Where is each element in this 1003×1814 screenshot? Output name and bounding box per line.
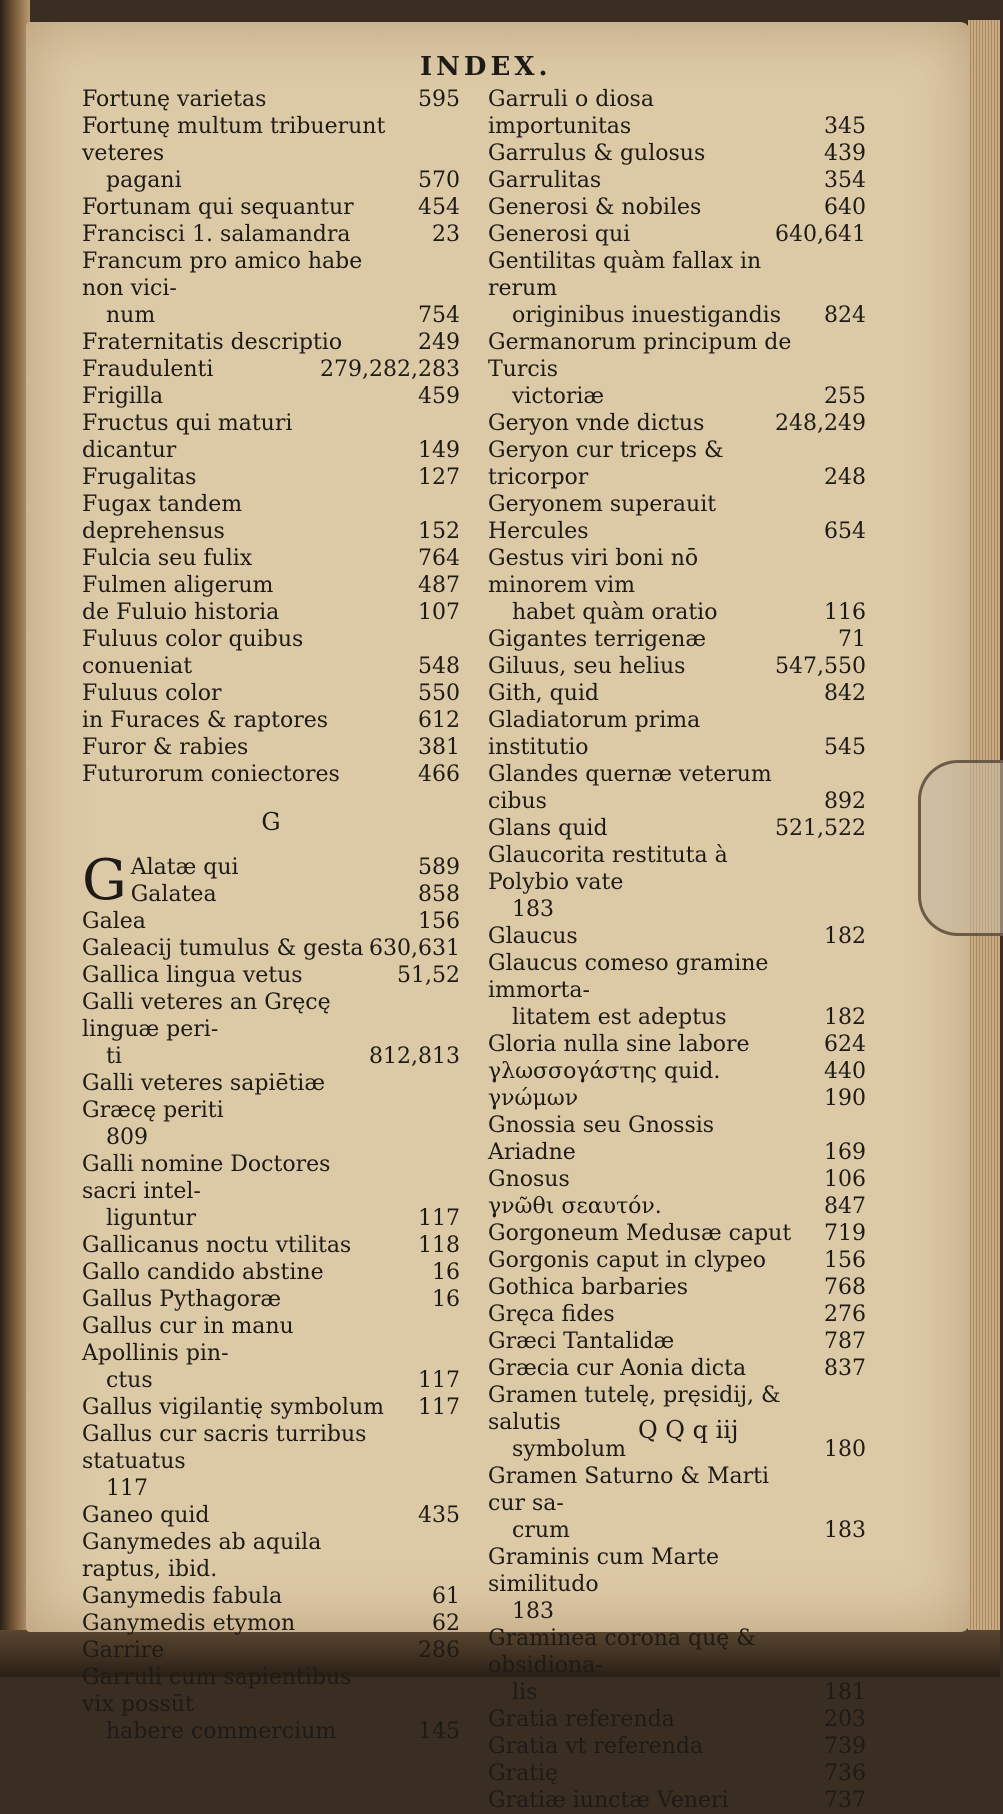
entry-term: Garrire — [82, 1638, 165, 1663]
index-entry — [488, 1166, 866, 1193]
entry-term: Ganeo quid — [82, 1503, 210, 1528]
index-entry — [82, 761, 460, 788]
index-entry — [82, 329, 460, 356]
entry-term: Glaucus comeso gramine immorta- — [488, 951, 769, 1003]
entry-continuation: ctus — [106, 1368, 153, 1393]
index-entry — [488, 950, 866, 1031]
section-letter: G — [261, 808, 281, 836]
entry-term: Ganymedes ab aquila raptus, ibid. — [82, 1530, 322, 1582]
index-entry — [488, 1706, 866, 1733]
entry-page-ref: 754 — [418, 303, 460, 328]
entry-page-ref: 145 — [418, 1719, 460, 1744]
entry-page-ref: 23 — [432, 222, 460, 247]
entry-page-ref: 764 — [418, 546, 460, 571]
index-entry — [488, 1085, 866, 1112]
entry-page-ref: 276 — [824, 1302, 866, 1327]
entry-page-ref: 107 — [418, 600, 460, 625]
entry-term: Generosi & nobiles — [488, 195, 702, 220]
entry-term: Geryon vnde dictus — [488, 411, 705, 436]
entry-page-ref: 127 — [418, 465, 460, 490]
index-entry — [82, 599, 460, 626]
entry-term: Gladiatorum prima institutio — [488, 708, 701, 760]
index-entry — [82, 1637, 460, 1664]
entry-page-ref: 345 — [824, 114, 866, 139]
entry-page-ref: 454 — [418, 195, 460, 220]
entry-term: Gallus Pythagoræ — [82, 1287, 282, 1312]
left-entries-g — [82, 848, 460, 1745]
entry-page-ref: 116 — [824, 600, 866, 625]
index-entry — [82, 962, 460, 989]
entry-term: Ganymedis etymon — [82, 1611, 296, 1636]
index-entry — [82, 1151, 460, 1232]
entry-page-ref: 286 — [418, 1638, 460, 1663]
index-entry — [82, 1529, 460, 1583]
entry-page-ref: 612 — [418, 708, 460, 733]
entry-page-ref: 156 — [418, 909, 460, 934]
index-entry — [488, 1625, 866, 1706]
entry-page-ref: 354 — [824, 168, 866, 193]
entry-term: Gnosus — [488, 1167, 570, 1192]
entry-term: Giluus, seu helius — [488, 654, 686, 679]
index-entry — [488, 1328, 866, 1355]
entry-page-ref: 279,282,283 — [320, 357, 460, 382]
entry-page-ref: 545 — [824, 735, 866, 760]
entry-page-ref: 51,52 — [397, 963, 460, 988]
index-entry — [488, 1733, 866, 1760]
entry-page-ref: 117 — [418, 1395, 460, 1420]
entry-term: Gratia referenda — [488, 1707, 675, 1732]
index-entry — [82, 680, 460, 707]
entry-page-ref: 654 — [824, 519, 866, 544]
entry-term: Gramen Saturno & Marti cur sa- — [488, 1464, 769, 1516]
entry-term: in Furaces & raptores — [82, 708, 329, 733]
entry-page-ref: 736 — [824, 1761, 866, 1786]
entry-term: Gestus viri boni nō minorem vim — [488, 546, 699, 598]
entry-continuation: num — [106, 303, 156, 328]
index-entry — [82, 626, 460, 680]
index-entry — [82, 464, 460, 491]
index-entry — [488, 626, 866, 653]
entry-term: Græcia cur Aonia dicta — [488, 1356, 747, 1381]
entry-term: Gratia vt referenda — [488, 1734, 704, 1759]
entry-continuation: crum — [512, 1518, 570, 1543]
entry-page-ref: 156 — [824, 1248, 866, 1273]
entry-term: Gratiæ iunctæ Veneri — [488, 1788, 729, 1813]
entry-term: de Fuluio historia — [82, 600, 280, 625]
entry-term: Græci Tantalidæ — [488, 1329, 675, 1354]
entry-term: Fuluus color — [82, 681, 222, 706]
entry-term: Gallus cur sacris turribus statuatus — [82, 1422, 367, 1474]
entry-term: Fulcia seu fulix — [82, 546, 253, 571]
index-entry — [82, 1610, 460, 1637]
entry-term: Galea — [82, 909, 146, 934]
entry-page-ref: 183 — [824, 1518, 866, 1543]
entry-term: Glans quid — [488, 816, 608, 841]
entry-page-ref: 589 — [418, 855, 460, 880]
entry-page-ref: 787 — [824, 1329, 866, 1354]
index-entry — [488, 86, 866, 140]
entry-page-ref: 737 — [824, 1788, 866, 1813]
entry-term: Germanorum principum de Turcis — [488, 330, 792, 382]
signature-mark: Q Q q iij — [638, 1416, 739, 1444]
entry-page-ref: 858 — [418, 882, 460, 907]
entry-page-ref: 106 — [824, 1167, 866, 1192]
entry-term: γνῶθι σεαυτόν. — [488, 1194, 662, 1219]
index-entry — [488, 815, 866, 842]
entry-continuation: liguntur — [106, 1206, 197, 1231]
entry-page-ref: 892 — [824, 789, 866, 814]
entry-term: Gothica barbaries — [488, 1275, 689, 1300]
entry-continuation: litatem est adeptus — [512, 1005, 727, 1030]
entry-continuation: originibus inuestigandis — [512, 303, 781, 328]
index-entry — [488, 545, 866, 626]
index-entry — [82, 1664, 460, 1745]
index-entry — [82, 194, 460, 221]
entry-page-ref: 248,249 — [775, 411, 866, 436]
entry-page-ref: 837 — [824, 1356, 866, 1381]
entry-term: Graminis cum Marte similitudo — [488, 1545, 719, 1597]
entry-term: Fuluus color quibus conueniat — [82, 627, 304, 679]
entry-term: Galli veteres sapiētiæ Græcę periti — [82, 1071, 326, 1123]
entry-page-ref: 466 — [418, 762, 460, 787]
entry-page-ref: 824 — [824, 303, 866, 328]
entry-continuation: 183 — [512, 897, 554, 922]
entry-term: Fulmen aligerum — [82, 573, 274, 598]
entry-page-ref: 595 — [418, 87, 460, 112]
entry-page-ref: 768 — [824, 1275, 866, 1300]
entry-term: Graminea corona quę & obsidiona- — [488, 1626, 756, 1678]
entry-page-ref: 440 — [824, 1059, 866, 1084]
entry-page-ref: 640 — [824, 195, 866, 220]
index-entry — [82, 1070, 460, 1151]
index-entry — [82, 989, 460, 1070]
entry-term: Generosi qui — [488, 222, 631, 247]
index-entry — [488, 680, 866, 707]
entry-term: Geryon cur triceps & tricorpor — [488, 438, 724, 490]
index-entry — [82, 1583, 460, 1610]
entry-page-ref: 182 — [824, 1005, 866, 1030]
entry-term: Gręca fides — [488, 1302, 615, 1327]
entry-continuation: lis — [512, 1680, 538, 1705]
entry-page-ref: 487 — [418, 573, 460, 598]
index-entry — [488, 1760, 866, 1787]
index-entry — [82, 383, 460, 410]
entry-term: Garrulitas — [488, 168, 602, 193]
entry-page-ref: 16 — [432, 1260, 460, 1285]
entry-term: Furor & rabies — [82, 735, 249, 760]
index-entry — [82, 221, 460, 248]
entry-page-ref: 180 — [824, 1437, 866, 1462]
entry-continuation: symbolum — [512, 1437, 626, 1462]
index-entry — [82, 572, 460, 599]
entry-term: Galli nomine Doctores sacri intel- — [82, 1152, 331, 1204]
index-entry — [82, 113, 460, 194]
index-entry — [488, 248, 866, 329]
entry-page-ref: 149 — [418, 438, 460, 463]
entry-term: Gith, quid — [488, 681, 599, 706]
entry-term: Galatea — [130, 882, 217, 907]
entry-term: Garrulus & gulosus — [488, 141, 706, 166]
entry-term: Galli veteres an Gręcę linguæ peri- — [82, 990, 331, 1042]
entry-term: Gallus vigilantię symbolum — [82, 1395, 384, 1420]
right-entries — [488, 86, 866, 1814]
index-entry — [82, 248, 460, 329]
entry-page-ref: 640,641 — [775, 222, 866, 247]
entry-page-ref: 459 — [418, 384, 460, 409]
entry-continuation: victoriæ — [512, 384, 605, 409]
index-entry — [488, 167, 866, 194]
entry-term: Fortunam qui sequantur — [82, 195, 354, 220]
entry-term: Frigilla — [82, 384, 164, 409]
index-entry — [82, 1394, 460, 1421]
index-entry — [488, 194, 866, 221]
drop-cap: G — [82, 848, 127, 913]
entry-term: Gorgoneum Medusæ caput — [488, 1221, 792, 1246]
index-entry — [488, 410, 866, 437]
entry-page-ref: 71 — [838, 627, 866, 652]
index-entry — [488, 1463, 866, 1544]
entry-term: Francum pro amico habe non vici- — [82, 249, 363, 301]
entry-term: Alatæ qui — [130, 855, 239, 880]
entry-term: Gramen tutelę, pręsidij, & salutis — [488, 1383, 781, 1435]
running-head: INDEX. — [420, 52, 552, 82]
entry-term: Fortunę multum tribuerunt veteres — [82, 114, 386, 166]
right-column — [488, 86, 866, 1814]
entry-term: Ganymedis fabula — [82, 1584, 283, 1609]
index-entry — [488, 923, 866, 950]
entry-page-ref: 62 — [432, 1611, 460, 1636]
entry-continuation: pagani — [106, 168, 182, 193]
entry-term: Gallica lingua vetus — [82, 963, 303, 988]
index-entry — [82, 707, 460, 734]
entry-term: γλωσσογάστης quid. — [488, 1059, 721, 1084]
index-entry — [488, 1355, 866, 1382]
entry-term: Fortunę varietas — [82, 87, 267, 112]
index-entry — [488, 1301, 866, 1328]
book-clasp — [918, 760, 1003, 936]
entry-term: Glaucus — [488, 924, 578, 949]
entry-continuation: habet quàm oratio — [512, 600, 718, 625]
entry-page-ref: 521,522 — [775, 816, 866, 841]
entry-page-ref: 255 — [824, 384, 866, 409]
entry-page-ref: 117 — [418, 1368, 460, 1393]
entry-page-ref: 169 — [824, 1140, 866, 1165]
index-entry — [82, 86, 460, 113]
entry-term: Gorgonis caput in clypeo — [488, 1248, 767, 1273]
entry-continuation: 117 — [106, 1476, 148, 1501]
entry-page-ref: 435 — [418, 1503, 460, 1528]
entry-term: γνώμων — [488, 1086, 579, 1111]
entry-page-ref: 181 — [824, 1680, 866, 1705]
index-entry — [488, 1787, 866, 1814]
index-entry — [488, 437, 866, 491]
index-entry — [488, 842, 866, 923]
index-entry — [82, 545, 460, 572]
index-entry — [488, 140, 866, 167]
entry-term: Glandes quernæ veterum cibus — [488, 762, 772, 814]
entry-page-ref: 203 — [824, 1707, 866, 1732]
index-entry — [82, 881, 460, 908]
entry-page-ref: 739 — [824, 1734, 866, 1759]
index-entry — [488, 1247, 866, 1274]
index-entry — [82, 410, 460, 464]
index-entry — [488, 1193, 866, 1220]
entry-term: Gnossia seu Gnossis Ariadne — [488, 1113, 715, 1165]
entry-page-ref: 16 — [432, 1287, 460, 1312]
entry-term: Geryonem superauit Hercules — [488, 492, 717, 544]
entry-term: Gloria nulla sine labore — [488, 1032, 750, 1057]
entry-page-ref: 152 — [418, 519, 460, 544]
entry-page-ref: 842 — [824, 681, 866, 706]
entry-page-ref: 249 — [418, 330, 460, 355]
entry-page-ref: 117 — [418, 1206, 460, 1231]
entry-continuation: 183 — [512, 1599, 554, 1624]
entry-continuation: habere commercium — [106, 1719, 337, 1744]
entry-page-ref: 182 — [824, 924, 866, 949]
entry-page-ref: 381 — [418, 735, 460, 760]
index-entry — [82, 356, 460, 383]
entry-page-ref: 248 — [824, 465, 866, 490]
entry-page-ref: 61 — [432, 1584, 460, 1609]
entry-term: Frugalitas — [82, 465, 197, 490]
index-entry — [488, 329, 866, 410]
entry-term: Gratię — [488, 1761, 559, 1786]
entry-page-ref: 847 — [824, 1194, 866, 1219]
index-entry — [488, 707, 866, 761]
index-entry — [488, 1220, 866, 1247]
entry-continuation: 809 — [106, 1125, 148, 1150]
entry-term: Fraternitatis descriptio — [82, 330, 343, 355]
entry-term: Garruli o diosa importunitas — [488, 87, 654, 139]
entry-term: Gentilitas quàm fallax in rerum — [488, 249, 762, 301]
index-entry — [82, 1502, 460, 1529]
index-entry — [488, 761, 866, 815]
entry-term: Fraudulenti — [82, 357, 214, 382]
entry-page-ref: 190 — [824, 1086, 866, 1111]
entry-page-ref: 570 — [418, 168, 460, 193]
entry-term: Fructus qui maturi dicantur — [82, 411, 293, 463]
left-column — [82, 86, 460, 1745]
index-entry — [82, 935, 460, 962]
entry-page-ref: 812,813 — [369, 1044, 460, 1069]
entry-term: Garruli cum sapientibus vix possūt — [82, 1665, 352, 1717]
entry-page-ref: 548 — [418, 654, 460, 679]
entry-term: Galeacij tumulus & gesta — [82, 936, 364, 961]
entry-term: Gallus cur in manu Apollinis pin- — [82, 1314, 294, 1366]
entry-page-ref: 630,631 — [369, 936, 460, 961]
entry-term: Glaucorita restituta à Polybio vate — [488, 843, 728, 895]
entry-page-ref: 547,550 — [775, 654, 866, 679]
entry-continuation: ti — [106, 1044, 122, 1069]
entry-term: Futurorum coniectores — [82, 762, 340, 787]
index-entry — [82, 491, 460, 545]
index-entry — [82, 1421, 460, 1502]
index-entry — [82, 1232, 460, 1259]
entry-term: Gallicanus noctu vtilitas — [82, 1233, 352, 1258]
entry-page-ref: 550 — [418, 681, 460, 706]
entry-page-ref: 719 — [824, 1221, 866, 1246]
index-entry — [82, 1286, 460, 1313]
entry-term: Fugax tandem deprehensus — [82, 492, 243, 544]
index-entry — [82, 734, 460, 761]
index-entry — [82, 1313, 460, 1394]
left-entries-f — [82, 86, 460, 788]
entry-page-ref: 439 — [824, 141, 866, 166]
entry-page-ref: 624 — [824, 1032, 866, 1057]
index-entry — [488, 1031, 866, 1058]
index-entry — [82, 908, 460, 935]
index-entry — [488, 1544, 866, 1625]
entry-term: Gallo candido abstine — [82, 1260, 324, 1285]
entry-term: Gigantes terrigenæ — [488, 627, 707, 652]
index-entry — [488, 653, 866, 680]
index-entry — [488, 491, 866, 545]
entry-term: Francisci 1. salamandra — [82, 222, 351, 247]
index-entry — [488, 1058, 866, 1085]
index-entry — [488, 1274, 866, 1301]
index-entry — [82, 1259, 460, 1286]
index-entry — [488, 1112, 866, 1166]
entry-page-ref: 118 — [418, 1233, 460, 1258]
index-entry — [488, 221, 866, 248]
